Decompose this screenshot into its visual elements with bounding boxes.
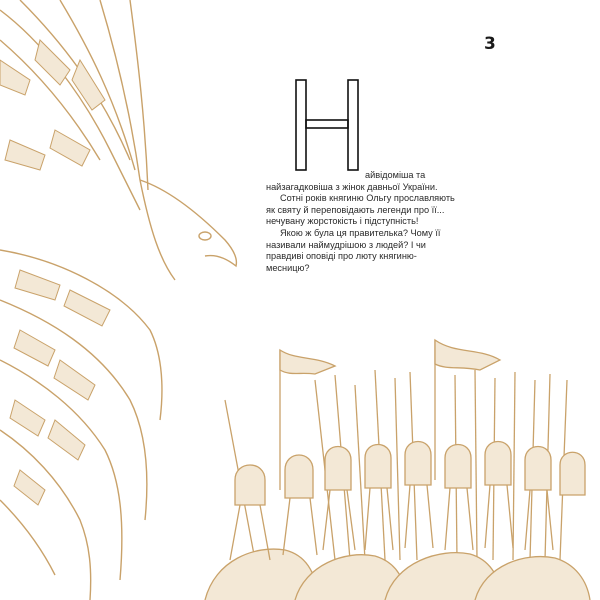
army-illustration (195, 330, 600, 600)
paragraph-2: Сотні років княгиню Ольгу прославляють як святу й переповідають легенди про її... нечувану жорстокість і підступність! (266, 193, 455, 227)
paragraph-1: найзагадковіша з жінок давньої України. (266, 181, 438, 192)
drop-cap-glyph (292, 78, 362, 172)
paragraph-3: Якою ж була ця правителька? Чому її називали наймудрішою з людей? І чи правдиві оповіді про люту княгиню-месницю? (266, 227, 441, 273)
body-text (266, 170, 456, 274)
drop-cap (292, 78, 362, 172)
paragraph-1-first-line: айвідоміша та (365, 170, 426, 180)
page-number: 3 (484, 34, 496, 54)
